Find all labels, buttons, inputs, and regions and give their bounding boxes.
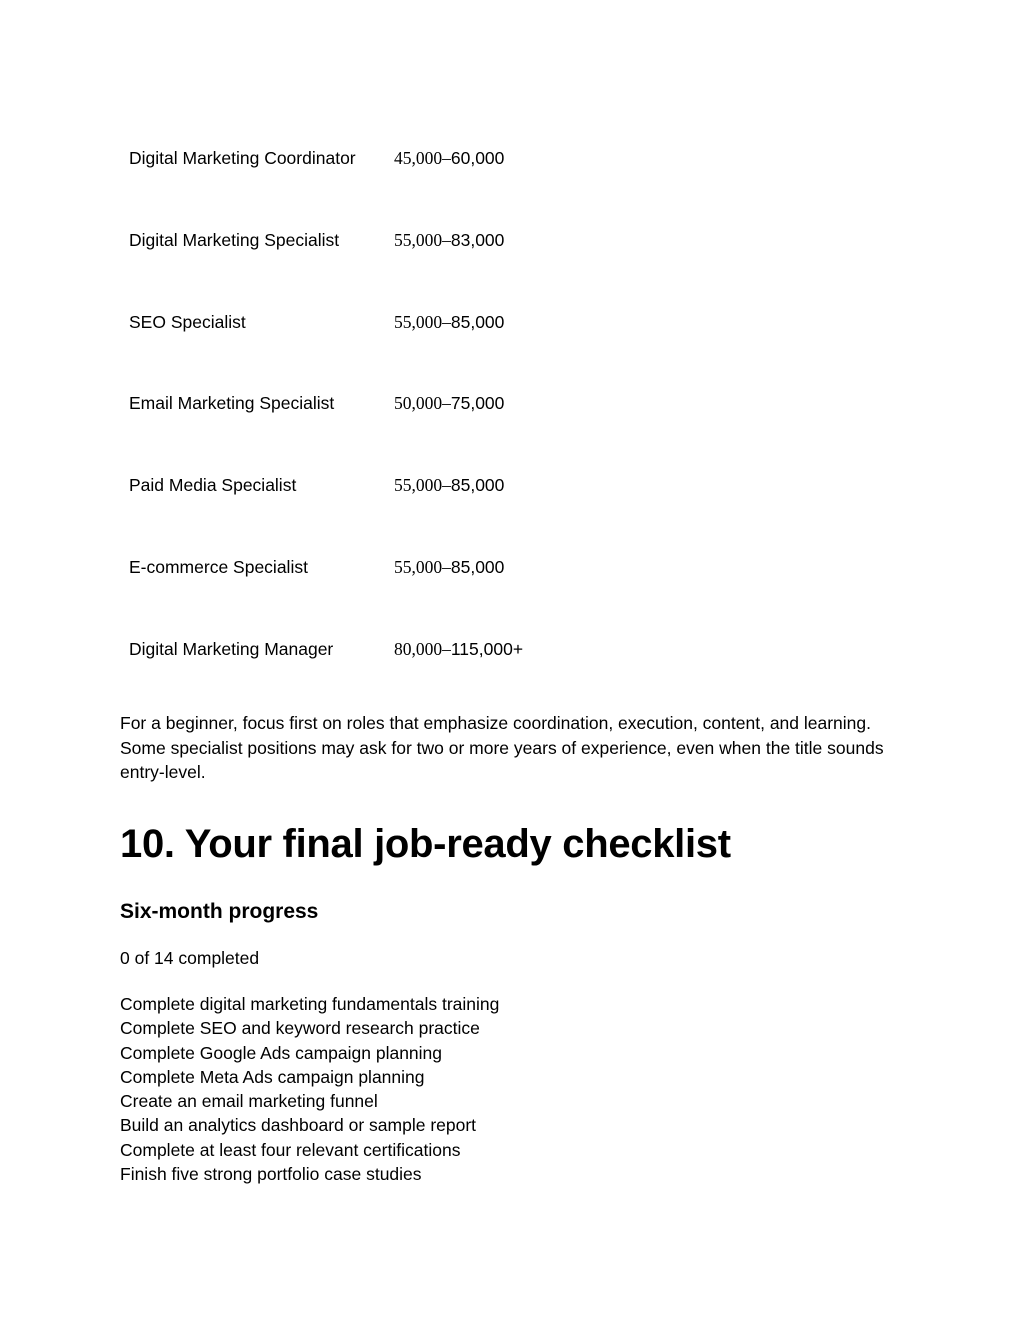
salary-row <box>129 475 609 557</box>
progress-heading: Six-month progress <box>120 900 319 923</box>
salary-low: 55,000– <box>394 311 451 332</box>
salary-range <box>394 393 504 414</box>
salary-table <box>129 148 609 721</box>
salary-row <box>129 393 609 475</box>
salary-range <box>394 312 504 333</box>
salary-low: 55,000– <box>394 229 451 250</box>
role-name: E-commerce Specialist <box>129 556 308 577</box>
checklist-item[interactable]: Build an analytics dashboard or sample report <box>120 1115 477 1136</box>
salary-row <box>129 557 609 639</box>
salary-high: 60,000 <box>450 148 505 168</box>
checklist-item[interactable]: Complete Google Ads campaign planning <box>120 1042 443 1063</box>
role-name: Paid Media Specialist <box>129 475 297 496</box>
salary-low: 50,000– <box>394 393 451 414</box>
salary-row <box>129 148 609 230</box>
salary-high: 83,000 <box>450 229 505 250</box>
salary-low: 45,000– <box>394 148 451 168</box>
salary-range <box>394 230 504 251</box>
checklist-item[interactable]: Create an email marketing funnel <box>120 1091 378 1112</box>
salary-high: 85,000 <box>450 311 505 332</box>
salary-row <box>129 312 609 394</box>
salary-low: 55,000– <box>394 475 451 496</box>
salary-high: 85,000 <box>450 556 505 577</box>
salary-high: 85,000 <box>450 475 505 496</box>
checklist-item[interactable]: Finish five strong portfolio case studies <box>120 1164 422 1185</box>
checklist <box>120 992 499 1186</box>
salary-low: 80,000– <box>394 638 451 659</box>
salary-range <box>394 475 504 496</box>
intro-paragraph: For a beginner, focus first on roles that emphasize coordination, execution, content, and learning. Some specialist positions may ask for two or more years of experience, even when the title sounds entry-level. <box>120 713 884 782</box>
salary-high: 115,000+ <box>450 638 524 659</box>
salary-range <box>394 148 504 169</box>
role-name: Email Marketing Specialist <box>129 393 335 414</box>
salary-range <box>394 557 504 578</box>
section-heading: 10. Your final job-ready checklist <box>120 822 731 866</box>
salary-row <box>129 639 609 721</box>
salary-low: 55,000– <box>394 556 451 577</box>
role-name: Digital Marketing Specialist <box>129 229 340 250</box>
progress-counter: 0 of 14 completed <box>120 948 260 968</box>
checklist-item[interactable]: Complete digital marketing fundamentals training <box>120 994 500 1014</box>
role-name: SEO Specialist <box>129 311 246 332</box>
checklist-item[interactable]: Complete at least four relevant certifications <box>120 1139 461 1160</box>
salary-range <box>394 639 523 660</box>
salary-row <box>129 230 609 312</box>
role-name: Digital Marketing Manager <box>129 638 334 659</box>
checklist-item[interactable]: Complete SEO and keyword research practice <box>120 1018 480 1039</box>
salary-high: 75,000 <box>450 393 505 414</box>
checklist-item[interactable]: Complete Meta Ads campaign planning <box>120 1066 425 1087</box>
role-name: Digital Marketing Coordinator <box>129 148 356 168</box>
